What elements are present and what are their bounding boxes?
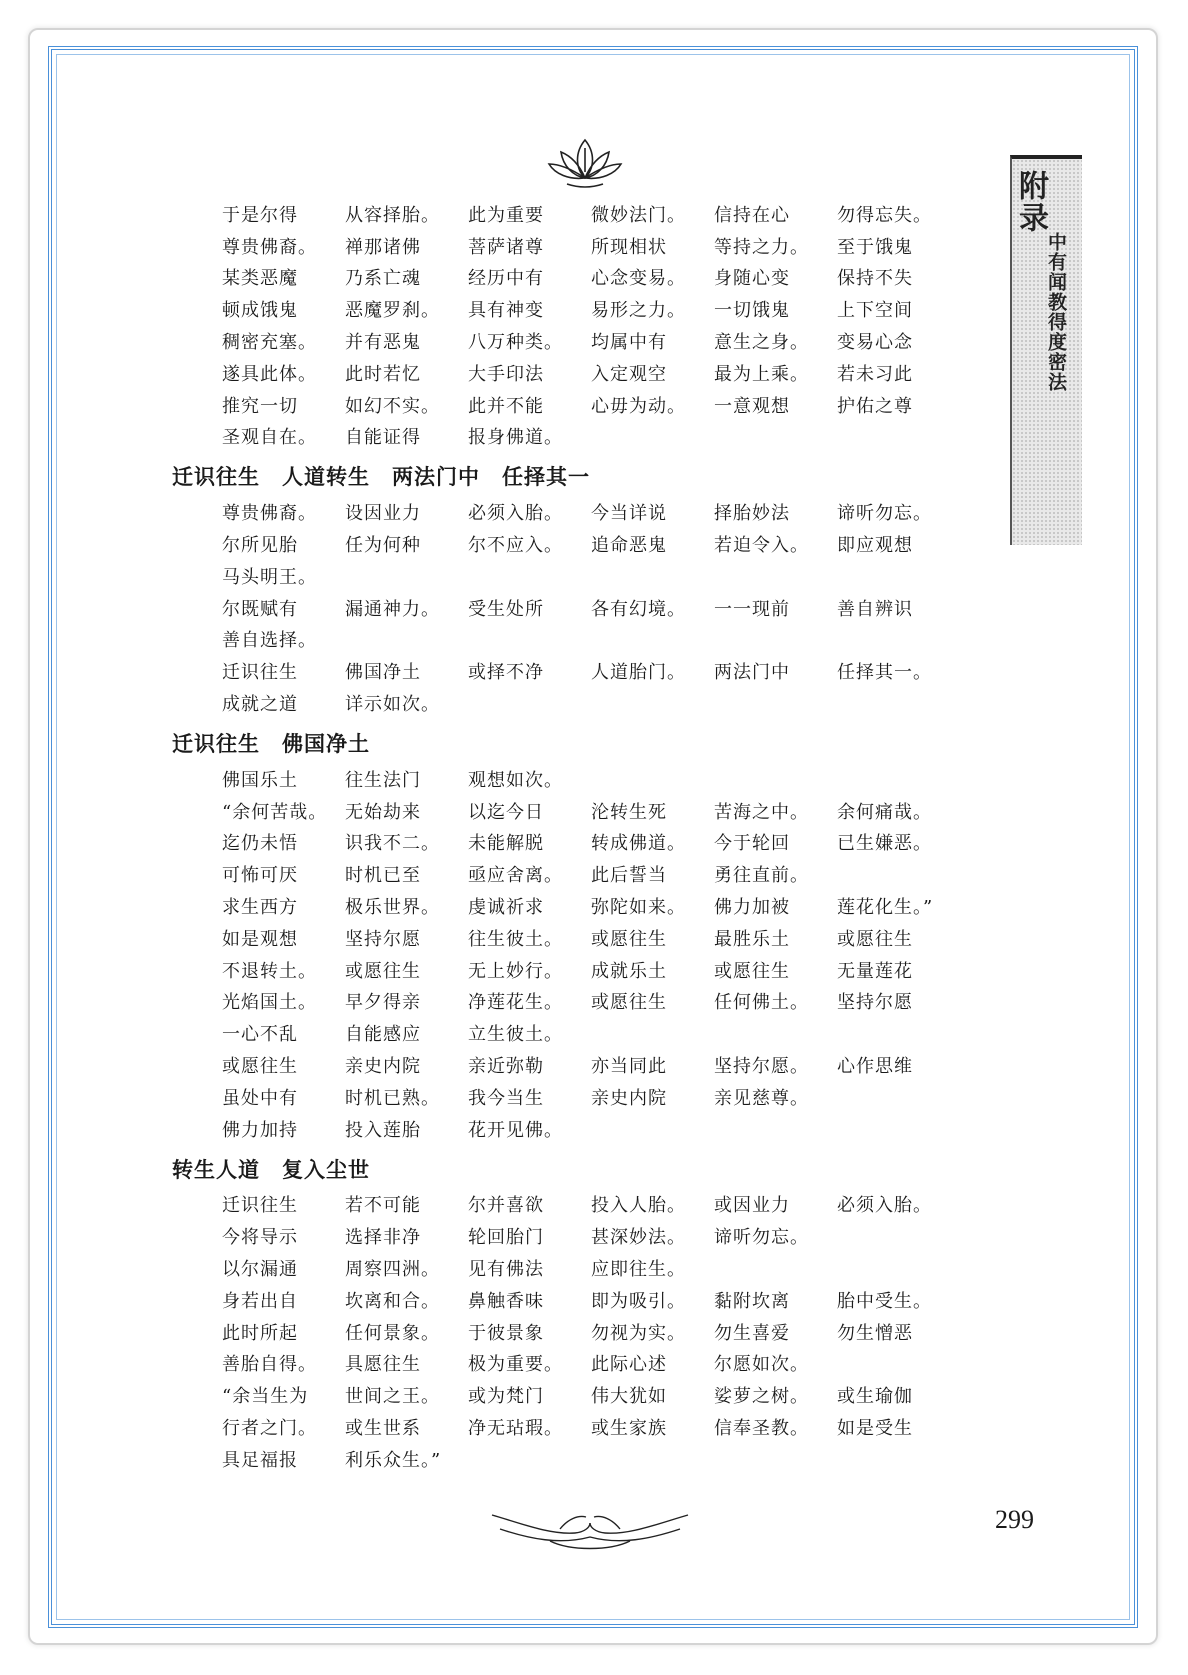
verse-phrase: 娑萝之树。 xyxy=(714,1386,809,1408)
verse-phrase: 识我不二。 xyxy=(345,833,440,855)
verse-phrase: 此后誓当 xyxy=(591,865,667,887)
verse-phrase: 于彼景象 xyxy=(468,1322,544,1344)
verse-phrase: 立生彼土。 xyxy=(468,1024,563,1046)
verse-phrase: 不退转土。 xyxy=(222,960,317,982)
verse-phrase: 受生处所 xyxy=(468,598,544,620)
verse-phrase: 勿生喜爱 xyxy=(714,1322,790,1344)
verse-phrase: 某类恶魔 xyxy=(222,268,298,290)
lotus-icon xyxy=(545,132,625,192)
verse-line xyxy=(172,592,1002,624)
verse-phrase: 最胜乐土 xyxy=(714,928,790,950)
verse-phrase: 任何佛土。 xyxy=(714,992,809,1014)
verse-phrase: 心念变易。 xyxy=(591,268,686,290)
verse-phrase: 佛力加被 xyxy=(714,897,790,919)
verse-phrase: 谛听勿忘。 xyxy=(714,1227,809,1249)
verse-phrase: 此为重要 xyxy=(468,204,544,226)
verse-phrase: 佛力加持 xyxy=(222,1119,298,1141)
verse-phrase: 黏附坎离 xyxy=(714,1290,790,1312)
verse-phrase: 详示如次。 xyxy=(345,694,440,716)
verse-phrase: 伟大犹如 xyxy=(591,1386,667,1408)
verse-phrase: 无量莲花 xyxy=(837,960,913,982)
verse-line xyxy=(172,293,1002,325)
appendix-subtitle: 中有闻教得度密法 xyxy=(1045,232,1067,392)
verse-phrase: 此际心述 xyxy=(591,1354,667,1376)
verse-phrase: 如是受生 xyxy=(837,1417,913,1439)
verse-phrase: 报身佛道。 xyxy=(468,427,563,449)
verse-phrase: 弥陀如来。 xyxy=(591,897,686,919)
verse-phrase: 佛国净土 xyxy=(345,662,421,684)
verse-line xyxy=(172,890,1002,922)
verse-phrase: 我今当生 xyxy=(468,1087,544,1109)
verse-content xyxy=(172,198,1002,1475)
verse-line xyxy=(172,922,1002,954)
verse-line xyxy=(172,954,1002,986)
verse-phrase: 圣观自在。 xyxy=(222,427,317,449)
verse-line xyxy=(172,1316,1002,1348)
verse-phrase: 或为梵门 xyxy=(468,1386,544,1408)
verse-phrase: 若未习此 xyxy=(837,363,913,385)
verse-phrase: 极为重要。 xyxy=(468,1354,563,1376)
verse-phrase: 具足福报 xyxy=(222,1449,298,1471)
verse-phrase: 无始劫来 xyxy=(345,801,421,823)
page-number: 299 xyxy=(995,1505,1034,1534)
verse-phrase: 勿视为实。 xyxy=(591,1322,686,1344)
verse-line xyxy=(172,1411,1002,1443)
verse-line xyxy=(172,1081,1002,1113)
verse-phrase: 或因业力 xyxy=(714,1195,790,1217)
verse-phrase: 具有神变 xyxy=(468,300,544,322)
verse-line xyxy=(172,986,1002,1018)
verse-line xyxy=(172,1189,1002,1221)
verse-phrase: 漏通神力。 xyxy=(345,598,440,620)
verse-phrase: 此并不能 xyxy=(468,395,544,417)
verse-phrase: 若不可能 xyxy=(345,1195,421,1217)
verse-phrase: 均属中有 xyxy=(591,332,667,354)
verse-phrase: 心作思维 xyxy=(837,1056,913,1078)
verse-phrase: 各有幻境。 xyxy=(591,598,686,620)
verse-line xyxy=(172,528,1002,560)
verse-phrase: 鼻触香味 xyxy=(468,1290,544,1312)
verse-phrase: 往生法门 xyxy=(345,769,421,791)
verse-line xyxy=(172,560,1002,592)
verse-phrase: 乃系亡魂 xyxy=(345,268,421,290)
verse-phrase: 苦海之中。 xyxy=(714,801,809,823)
verse-phrase: 自能证得 xyxy=(345,427,421,449)
verse-phrase: 未能解脱 xyxy=(468,833,544,855)
verse-phrase: 一一现前 xyxy=(714,598,790,620)
verse-phrase: 或择不净 xyxy=(468,662,544,684)
verse-phrase: 选择非净 xyxy=(345,1227,421,1249)
verse-phrase: 可怖可厌 xyxy=(222,865,298,887)
verse-phrase: 一心不乱 xyxy=(222,1024,298,1046)
verse-phrase: 迁识往生 xyxy=(222,662,298,684)
verse-phrase: 或愿往生 xyxy=(837,928,913,950)
verse-phrase: 稠密充塞。 xyxy=(222,332,317,354)
verse-phrase: 尔既赋有 xyxy=(222,598,298,620)
verse-line xyxy=(172,1017,1002,1049)
verse-phrase: 上下空间 xyxy=(837,300,913,322)
verse-phrase: 迄仍未悟 xyxy=(222,833,298,855)
verse-phrase: 以尔漏通 xyxy=(222,1259,298,1280)
section-heading: 转生人道 复入尘世 xyxy=(172,1157,370,1182)
verse-phrase: 择胎妙法 xyxy=(714,503,790,525)
verse-phrase: 今当详说 xyxy=(591,503,667,525)
verse-phrase: 顿成饿鬼 xyxy=(222,300,298,322)
verse-line xyxy=(172,624,1002,656)
verse-phrase: 设因业力 xyxy=(345,503,421,525)
verse-phrase: 尊贵佛裔。 xyxy=(222,503,317,525)
verse-phrase: 观想如次。 xyxy=(468,769,563,791)
verse-phrase: 甚深妙法。 xyxy=(591,1227,686,1249)
verse-phrase: 必须入胎。 xyxy=(837,1195,932,1217)
verse-phrase: “余当生为 xyxy=(222,1386,309,1408)
verse-phrase: 亲近弥勒 xyxy=(468,1056,544,1078)
verse-line xyxy=(172,858,1002,890)
verse-phrase: 恶魔罗刹。 xyxy=(345,300,440,322)
verse-phrase: 坚持尔愿 xyxy=(837,992,913,1014)
verse-line xyxy=(172,1443,1002,1475)
verse-phrase: 若迫令入。 xyxy=(714,535,809,557)
verse-phrase: 成就乐土 xyxy=(591,960,667,982)
verse-phrase: 人道胎门。 xyxy=(591,662,686,684)
verse-phrase: 轮回胎门 xyxy=(468,1227,544,1249)
verse-phrase: 菩萨诸尊 xyxy=(468,236,544,258)
verse-line xyxy=(172,357,1002,389)
verse-phrase: 亲史内院 xyxy=(345,1056,421,1078)
section-heading: 迁识往生 佛国净土 xyxy=(172,731,370,756)
verse-phrase: 或愿往生 xyxy=(222,1056,298,1078)
verse-line xyxy=(172,389,1002,421)
verse-line xyxy=(172,655,1002,687)
appendix-title: 附录 xyxy=(1013,170,1048,234)
verse-phrase: 净无玷瑕。 xyxy=(468,1417,563,1439)
verse-phrase: 任何景象。 xyxy=(345,1322,440,1344)
verse-phrase: 信持在心 xyxy=(714,204,790,226)
verse-phrase: 亟应舍离。 xyxy=(468,865,563,887)
verse-phrase: 如幻不实。 xyxy=(345,395,440,417)
verse-phrase: 任择其一。 xyxy=(837,662,932,684)
verse-phrase: 时机已至 xyxy=(345,865,421,887)
verse-phrase: 利乐众生。” xyxy=(345,1449,442,1471)
verse-phrase: 变易心念 xyxy=(837,332,913,354)
verse-phrase: 追命恶鬼 xyxy=(591,535,667,557)
verse-phrase: 虔诚祈求 xyxy=(468,897,544,919)
verse-phrase: 勇往直前。 xyxy=(714,865,809,887)
verse-line xyxy=(172,763,1002,795)
verse-phrase: 推究一切 xyxy=(222,395,298,417)
verse-phrase: 任为何种 xyxy=(345,535,421,557)
verse-line xyxy=(172,1113,1002,1145)
verse-line xyxy=(172,1379,1002,1411)
verse-phrase: 亦当同此 xyxy=(591,1056,667,1078)
verse-phrase: 时机已熟。 xyxy=(345,1087,440,1109)
verse-phrase: 亲见慈尊。 xyxy=(714,1087,809,1109)
verse-phrase: 至于饿鬼 xyxy=(837,236,913,258)
verse-line xyxy=(172,795,1002,827)
verse-phrase: 保持不失 xyxy=(837,268,913,290)
verse-phrase: 并有恶鬼 xyxy=(345,332,421,354)
verse-phrase: 入定观空 xyxy=(591,363,667,385)
verse-phrase: 护佑之尊 xyxy=(837,395,913,417)
verse-phrase: 一意观想 xyxy=(714,395,790,417)
verse-phrase: 最为上乘。 xyxy=(714,363,809,385)
verse-line xyxy=(172,496,1002,528)
verse-phrase: 佛国乐土 xyxy=(222,769,298,791)
verse-phrase: 自能感应 xyxy=(345,1024,421,1046)
section-heading: 迁识往生 人道转生 两法门中 任择其一 xyxy=(172,465,590,490)
verse-phrase: 坚持尔愿 xyxy=(345,928,421,950)
verse-phrase: 从容择胎。 xyxy=(345,204,440,226)
verse-phrase: 无上妙行。 xyxy=(468,960,563,982)
verse-phrase: 善胎自得。 xyxy=(222,1354,317,1376)
verse-phrase: 或生世系 xyxy=(345,1417,421,1439)
verse-phrase: 花开见佛。 xyxy=(468,1119,563,1141)
verse-phrase: 等持之力。 xyxy=(714,236,809,258)
verse-phrase: 信奉圣教。 xyxy=(714,1417,809,1439)
verse-phrase: 尔所见胎 xyxy=(222,535,298,557)
verse-line xyxy=(172,1348,1002,1380)
verse-phrase: 以迄今日 xyxy=(468,801,544,823)
verse-phrase: 迁识往生 xyxy=(222,1195,298,1217)
verse-phrase: 莲花化生。” xyxy=(837,897,934,919)
verse-phrase: 八万种类。 xyxy=(468,332,563,354)
verse-phrase: 必须入胎。 xyxy=(468,503,563,525)
verse-phrase: 此时所起 xyxy=(222,1322,298,1344)
verse-phrase: 坚持尔愿。 xyxy=(714,1056,809,1078)
verse-phrase: 虽处中有 xyxy=(222,1087,298,1109)
verse-phrase: 即应观想 xyxy=(837,535,913,557)
verse-phrase: 勿得忘失。 xyxy=(837,204,932,226)
verse-phrase: 光焰国土。 xyxy=(222,992,317,1014)
verse-phrase: 谛听勿忘。 xyxy=(837,503,932,525)
verse-phrase: 即为吸引。 xyxy=(591,1290,686,1312)
verse-phrase: 应即往生。 xyxy=(591,1259,686,1280)
verse-phrase: 转成佛道。 xyxy=(591,833,686,855)
verse-phrase: 易形之力。 xyxy=(591,300,686,322)
verse-phrase: 遂具此体。 xyxy=(222,363,317,385)
folded-hands-icon xyxy=(490,1495,690,1555)
verse-phrase: 早夕得亲 xyxy=(345,992,421,1014)
verse-phrase: 往生彼土。 xyxy=(468,928,563,950)
verse-line xyxy=(172,198,1002,230)
verse-phrase: 一切饿鬼 xyxy=(714,300,790,322)
verse-phrase: 今于轮回 xyxy=(714,833,790,855)
verse-line xyxy=(172,421,1002,453)
verse-phrase: 投入莲胎 xyxy=(345,1119,421,1141)
verse-phrase: 世间之王。 xyxy=(345,1386,440,1408)
verse-phrase: 极乐世界。 xyxy=(345,897,440,919)
verse-phrase: 或愿往生 xyxy=(591,992,667,1014)
verse-line xyxy=(172,1220,1002,1252)
verse-phrase: 如是观想 xyxy=(222,928,298,950)
verse-phrase: 善自选择。 xyxy=(222,630,317,652)
verse-phrase: 勿生憎恶 xyxy=(837,1322,913,1344)
verse-line xyxy=(172,1284,1002,1316)
verse-phrase: 见有佛法 xyxy=(468,1259,544,1280)
verse-phrase: 具愿往生 xyxy=(345,1354,421,1376)
verse-phrase: 意生之身。 xyxy=(714,332,809,354)
verse-phrase: 身若出自 xyxy=(222,1290,298,1312)
verse-phrase: 此时若忆 xyxy=(345,363,421,385)
verse-phrase: 尔并喜欲 xyxy=(468,1195,544,1217)
verse-phrase: 马头明王。 xyxy=(222,566,317,588)
verse-phrase: 行者之门。 xyxy=(222,1417,317,1439)
verse-phrase: 于是尔得 xyxy=(222,204,298,226)
verse-phrase: 两法门中 xyxy=(714,662,790,684)
verse-phrase: 身随心变 xyxy=(714,268,790,290)
verse-line xyxy=(172,687,1002,719)
verse-line xyxy=(172,827,1002,859)
verse-phrase: 或愿往生 xyxy=(591,928,667,950)
verse-phrase: 投入人胎。 xyxy=(591,1195,686,1217)
verse-phrase: 今将导示 xyxy=(222,1227,298,1249)
verse-phrase: 已生嫌恶。 xyxy=(837,833,932,855)
verse-phrase: 尔愿如次。 xyxy=(714,1354,809,1376)
verse-phrase: “余何苦哉。 xyxy=(222,801,328,823)
verse-phrase: 或生瑜伽 xyxy=(837,1386,913,1408)
verse-phrase: 经历中有 xyxy=(468,268,544,290)
verse-phrase: 胎中受生。 xyxy=(837,1290,932,1312)
verse-phrase: 所现相状 xyxy=(591,236,667,258)
verse-line xyxy=(172,1252,1002,1284)
verse-phrase: 沦转生死 xyxy=(591,801,667,823)
verse-phrase: 或生家族 xyxy=(591,1417,667,1439)
verse-phrase: 微妙法门。 xyxy=(591,204,686,226)
verse-phrase: 心毋为动。 xyxy=(591,395,686,417)
verse-phrase: 坎离和合。 xyxy=(345,1290,440,1312)
verse-phrase: 成就之道 xyxy=(222,694,298,716)
verse-phrase: 亲史内院 xyxy=(591,1087,667,1109)
verse-line xyxy=(172,325,1002,357)
verse-phrase: 或愿往生 xyxy=(714,960,790,982)
verse-phrase: 善自辨识 xyxy=(837,598,913,620)
verse-phrase: 周察四洲。 xyxy=(345,1259,440,1280)
verse-phrase: 净莲花生。 xyxy=(468,992,563,1014)
verse-phrase: 禅那诸佛 xyxy=(345,236,421,258)
verse-phrase: 余何痛哉。 xyxy=(837,801,932,823)
verse-phrase: 尔不应入。 xyxy=(468,535,563,557)
verse-phrase: 求生西方 xyxy=(222,897,298,919)
verse-line xyxy=(172,230,1002,262)
verse-phrase: 大手印法 xyxy=(468,363,544,385)
verse-phrase: 或愿往生 xyxy=(345,960,421,982)
verse-phrase: 尊贵佛裔。 xyxy=(222,236,317,258)
verse-line xyxy=(172,1049,1002,1081)
verse-line xyxy=(172,262,1002,294)
